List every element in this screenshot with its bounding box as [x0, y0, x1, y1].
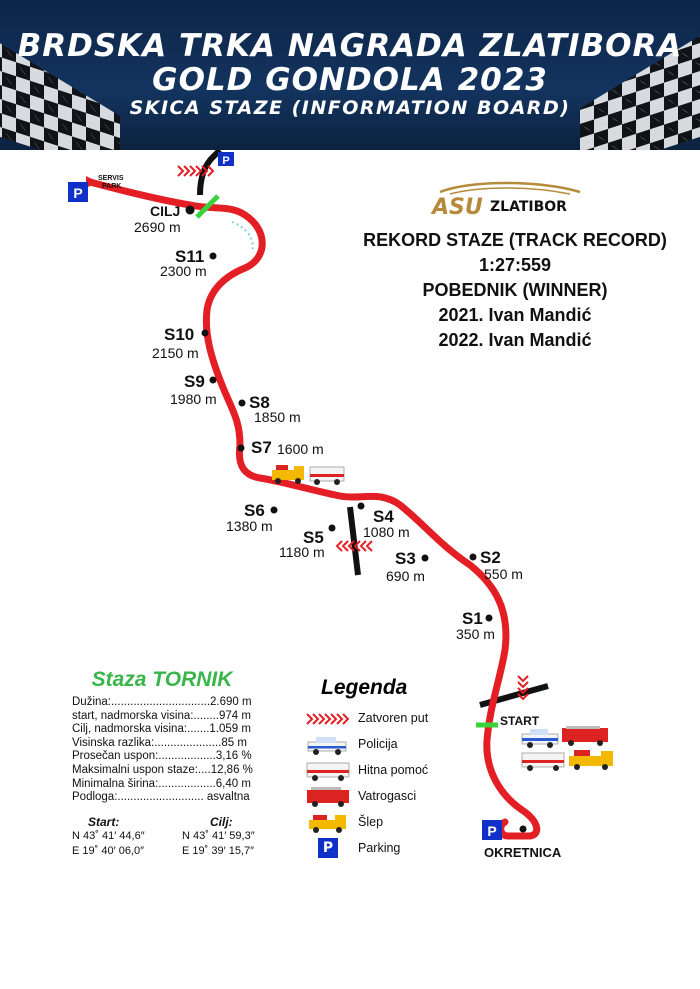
sector-s5	[279, 525, 336, 561]
parking-icon: P	[318, 838, 364, 860]
stats-row: Maksimalni uspon staze:....12,86 %	[72, 763, 253, 776]
stats-row: Cilj, nadmorska visina:.......1.059 m	[72, 723, 251, 736]
svg-text:S9: S9	[184, 372, 205, 391]
turnaround-point	[520, 826, 527, 833]
sector-s7	[238, 438, 324, 457]
servis-park-label: SERVIS	[98, 175, 124, 182]
stats-row: Dužina:...............................2.690 m	[72, 696, 252, 708]
finish-coords-e: E 19˚ 39′ 15,7″	[182, 845, 255, 857]
svg-text:S5: S5	[303, 528, 324, 547]
tow-truck-icon	[305, 812, 351, 834]
start-coords-n: N 43˚ 41′ 44,6″	[72, 830, 145, 842]
fire-truck-icon	[305, 786, 351, 808]
legend-title: Legenda	[321, 676, 408, 699]
svg-text:P: P	[73, 185, 83, 201]
svg-text:690 m: 690 m	[386, 568, 425, 584]
winner-label: POBEDNIK (WINNER)	[422, 280, 608, 300]
legend-item: Zatvoren put	[305, 708, 485, 730]
police-car-icon	[522, 729, 558, 748]
parking-icon	[68, 182, 88, 202]
title-line-3: SKICA STAZE (INFORMATION BOARD)	[129, 97, 571, 119]
svg-text:S3: S3	[395, 549, 416, 568]
svg-text:1850 m: 1850 m	[254, 409, 301, 425]
svg-text:1180 m: 1180 m	[279, 544, 325, 560]
svg-text:S1: S1	[462, 609, 483, 628]
svg-text:2300 m: 2300 m	[160, 263, 207, 279]
start-label: START	[500, 714, 540, 728]
svg-text:P: P	[487, 823, 497, 839]
record-time: 1:27:559	[478, 255, 552, 275]
svg-text:S11: S11	[175, 247, 205, 266]
ambulance-icon	[305, 760, 351, 782]
svg-text:S8: S8	[249, 393, 270, 412]
svg-text:550 m: 550 m	[484, 566, 523, 582]
sector-s11	[160, 247, 217, 279]
title-line-1: BRDSKA TRKA NAGRADA ZLATIBORA	[17, 28, 683, 64]
servis-park-label: PARK	[102, 183, 122, 190]
sector-s1	[456, 609, 495, 642]
asu-zlatibor-logo	[430, 178, 590, 218]
finish-lane	[232, 222, 253, 252]
svg-text:ZLATIBOR: ZLATIBOR	[490, 199, 567, 215]
stats-title: Staza TORNIK	[91, 668, 233, 691]
winner-2021: 2021. Ivan Mandić	[438, 305, 592, 325]
finish-coords-label: Cilj:	[210, 815, 233, 829]
turnaround-label: OKRETNICA	[484, 845, 562, 860]
parking-icon	[218, 152, 234, 167]
svg-text:1980 m: 1980 m	[170, 391, 217, 407]
svg-text:S7: S7	[251, 438, 272, 457]
fire-truck-icon	[562, 726, 608, 746]
sector-s10	[152, 325, 209, 361]
svg-text:1600 m: 1600 m	[277, 441, 324, 457]
start-coords-label: Start:	[88, 815, 120, 829]
header-banner	[0, 0, 700, 150]
stats-row: Visinska razlika:.....................85 m	[72, 736, 247, 749]
title-line-2: GOLD GONDOLA 2023	[152, 62, 548, 98]
svg-text:P: P	[222, 155, 230, 167]
legend-item: Hitna pomoć	[305, 760, 485, 782]
finish-point	[186, 206, 195, 215]
legend-item: P Parking	[305, 838, 485, 860]
legend-item: Policija	[305, 734, 485, 756]
closed-road-icon	[305, 708, 351, 730]
sector-s8	[239, 393, 301, 425]
legend-item: Vatrogasci	[305, 786, 485, 808]
track-stats-panel	[72, 668, 272, 805]
svg-text:ASU: ASU	[432, 195, 483, 218]
svg-text:S2: S2	[480, 548, 501, 567]
svg-text:S10: S10	[164, 325, 195, 344]
start-coords-e: E 19˚ 40′ 06,0″	[72, 845, 145, 857]
svg-text:2150 m: 2150 m	[152, 345, 199, 361]
legend-item: Šlep	[305, 812, 485, 834]
police-car-icon	[305, 734, 351, 756]
sector-s3	[386, 549, 429, 584]
sector-s6	[226, 501, 278, 534]
finish-coords-n: N 43˚ 41′ 59,3″	[182, 830, 255, 842]
stats-row: Podloga:........................... asvaltna	[72, 791, 250, 804]
sector-s2	[470, 548, 523, 582]
stats-row: Prosečan uspon:..................3,16 %	[72, 750, 252, 763]
svg-text:S6: S6	[244, 501, 265, 520]
track-record-panel	[330, 228, 700, 353]
svg-text:S4: S4	[373, 507, 394, 526]
legend-panel	[305, 676, 485, 856]
sector-s9	[170, 372, 217, 407]
finish-distance: 2690 m	[134, 219, 181, 235]
svg-text:1380 m: 1380 m	[226, 518, 273, 534]
winner-2022: 2022. Ivan Mandić	[438, 330, 592, 350]
tow-truck-icon	[569, 750, 613, 770]
ambulance-icon	[310, 467, 344, 485]
svg-text:1080 m: 1080 m	[363, 524, 410, 540]
stats-row: Minimalna širina:..................6,40 m	[72, 777, 251, 790]
record-label: REKORD STAZE (TRACK RECORD)	[363, 230, 667, 250]
stats-row: start, nadmorska visina:........974 m	[72, 709, 251, 722]
svg-text:350 m: 350 m	[456, 626, 495, 642]
parking-icon	[482, 820, 502, 840]
finish-label: CILJ	[150, 203, 181, 219]
ambulance-icon	[522, 753, 564, 771]
access-road	[200, 150, 220, 195]
